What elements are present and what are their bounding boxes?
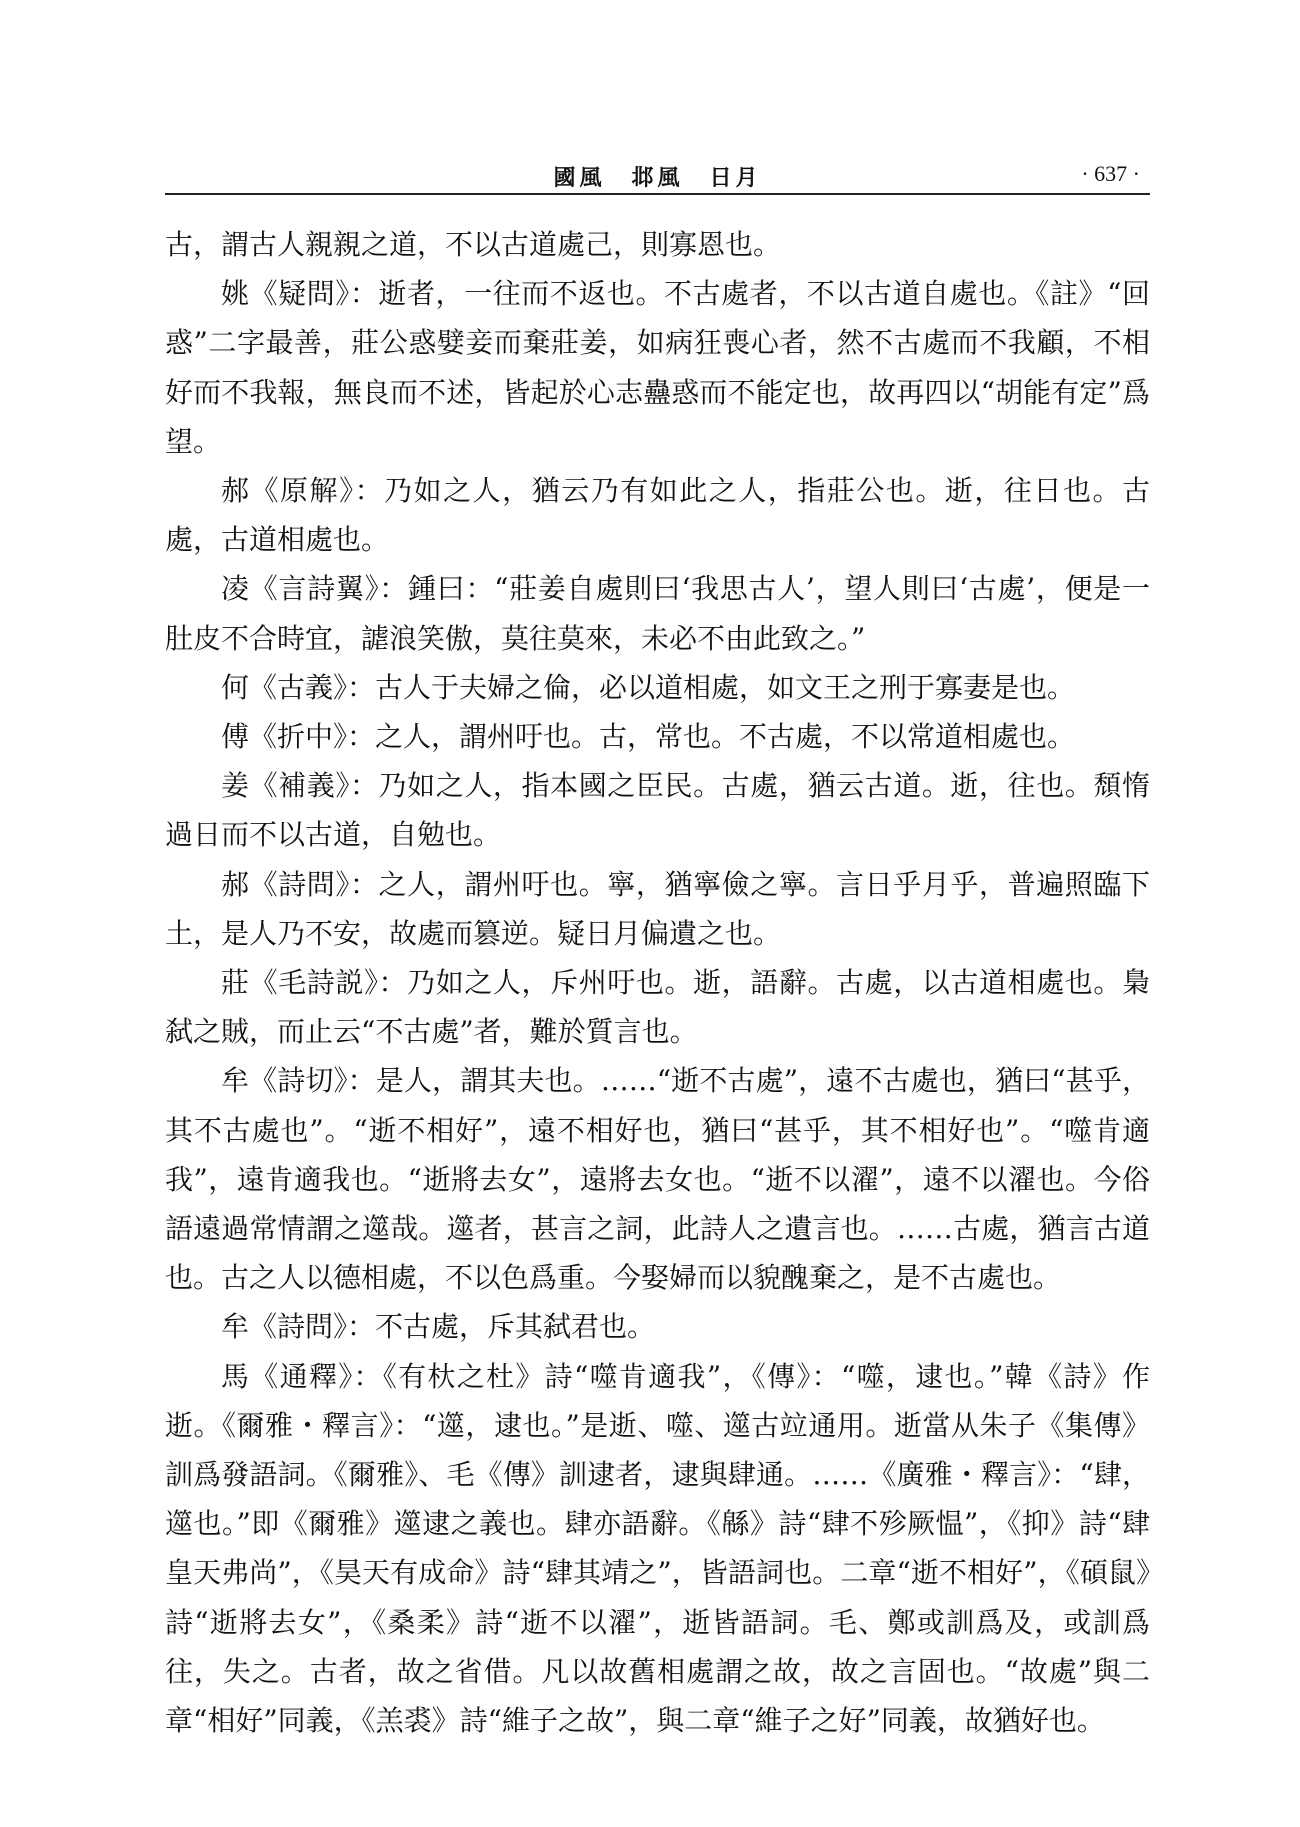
paragraph-2: 姚《疑問》：逝者，一往而不返也。不古處者，不以古道自處也。《註》“回惑”二字最善，莊公惑嬖妾而棄莊姜，如病狂喪心者，然不古處而不我顧，不相好而不我報，無良而不述，皆起於心志蠱惑而不能定也，故再四以“胡能有定”爲望。 bbox=[165, 277, 1150, 458]
paragraph-1: 古，謂古人親親之道，不以古道處己，則寡恩也。 bbox=[165, 228, 782, 261]
paragraph-4: 凌《言詩翼》：鍾曰：“莊姜自處則曰‘我思古人’，望人則曰‘古處’，便是一肚皮不合時宜，謔浪笑傲，莫往莫來，未必不由此致之。” bbox=[165, 572, 1150, 655]
paragraph-7: 姜《補義》：乃如之人，指本國之臣民。古處，猶云古道。逝，往也。頹惰過日而不以古道，自勉也。 bbox=[165, 769, 1150, 852]
page-header bbox=[165, 155, 1150, 195]
body-text bbox=[165, 220, 1150, 1745]
header-rule bbox=[165, 193, 1150, 195]
paragraph-5: 何《古義》：古人于夫婦之倫，必以道相處，如文王之刑于寡妻是也。 bbox=[221, 670, 1076, 704]
paragraph-3: 郝《原解》：乃如之人，猶云乃有如此之人，指莊公也。逝，往日也。古處，古道相處也。 bbox=[165, 474, 1150, 557]
paragraph-10: 牟《詩切》：是人，謂其夫也。……“逝不古處”，遠不古處也，猶曰“甚乎，其不古處也”。“逝不相好”，遠不相好也，猶曰“甚乎，其不相好也”。“噬肯適我”，遠肯適我也。“逝將去女”，遠將去女也。“逝不以濯”，遠不以濯也。今俗語遠過常情謂之遾哉。遾者，甚言之詞，此詩人之遺言也。……古處，猶言古道也。古之人以德相處，不以色爲重。今娶婦而以貌醜棄之，是不古處也。 bbox=[165, 1064, 1150, 1295]
paragraph-8: 郝《詩問》：之人，謂州吁也。寧，猶寧儉之寧。言日乎月乎，普遍照臨下土，是人乃不安，故處而篡逆。疑日月偏遺之也。 bbox=[165, 867, 1150, 950]
paragraph-9: 莊《毛詩説》：乃如之人，斥州吁也。逝，語辭。古處，以古道相處也。梟弑之賊，而止云“不古處”者，難於質言也。 bbox=[165, 966, 1150, 1049]
running-title: 國風 邶風 日月 bbox=[553, 165, 762, 191]
page-number: · 637 · bbox=[1081, 161, 1140, 186]
paragraph-6: 傅《折中》：之人，謂州吁也。古，常也。不古處，不以常道相處也。 bbox=[221, 720, 1076, 754]
paragraph-11: 牟《詩問》：不古處，斥其弑君也。 bbox=[221, 1310, 656, 1344]
paragraph-12: 馬《通釋》：《有杕之杜》詩“噬肯適我”，《傳》：“噬，逮也。”韓《詩》作逝。《爾雅・釋言》：“遾，逮也。”是逝、噬、遾古竝通用。逝當从朱子《集傳》訓爲發語詞。《爾雅》、毛《傳》訓逮者，逮與肆通。……《廣雅・釋言》：“肆，遾也。”即《爾雅》遾逮之義也。肆亦語辭。《緜》詩“肆不殄厥愠”，《抑》詩“肆皇天弗尚”，《昊天有成命》詩“肆其靖之”，皆語詞也。二章“逝不相好”，《碩鼠》詩“逝將去女”，《桑柔》詩“逝不以濯”，逝皆語詞。毛、鄭或訓爲及，或訓爲往，失之。古者，故之省借。凡以故舊相處謂之故，故之言固也。“故處”與二章“相好”同義，《羔裘》詩“維子之故”，與二章“維子之好”同義，故猶好也。 bbox=[165, 1359, 1150, 1738]
